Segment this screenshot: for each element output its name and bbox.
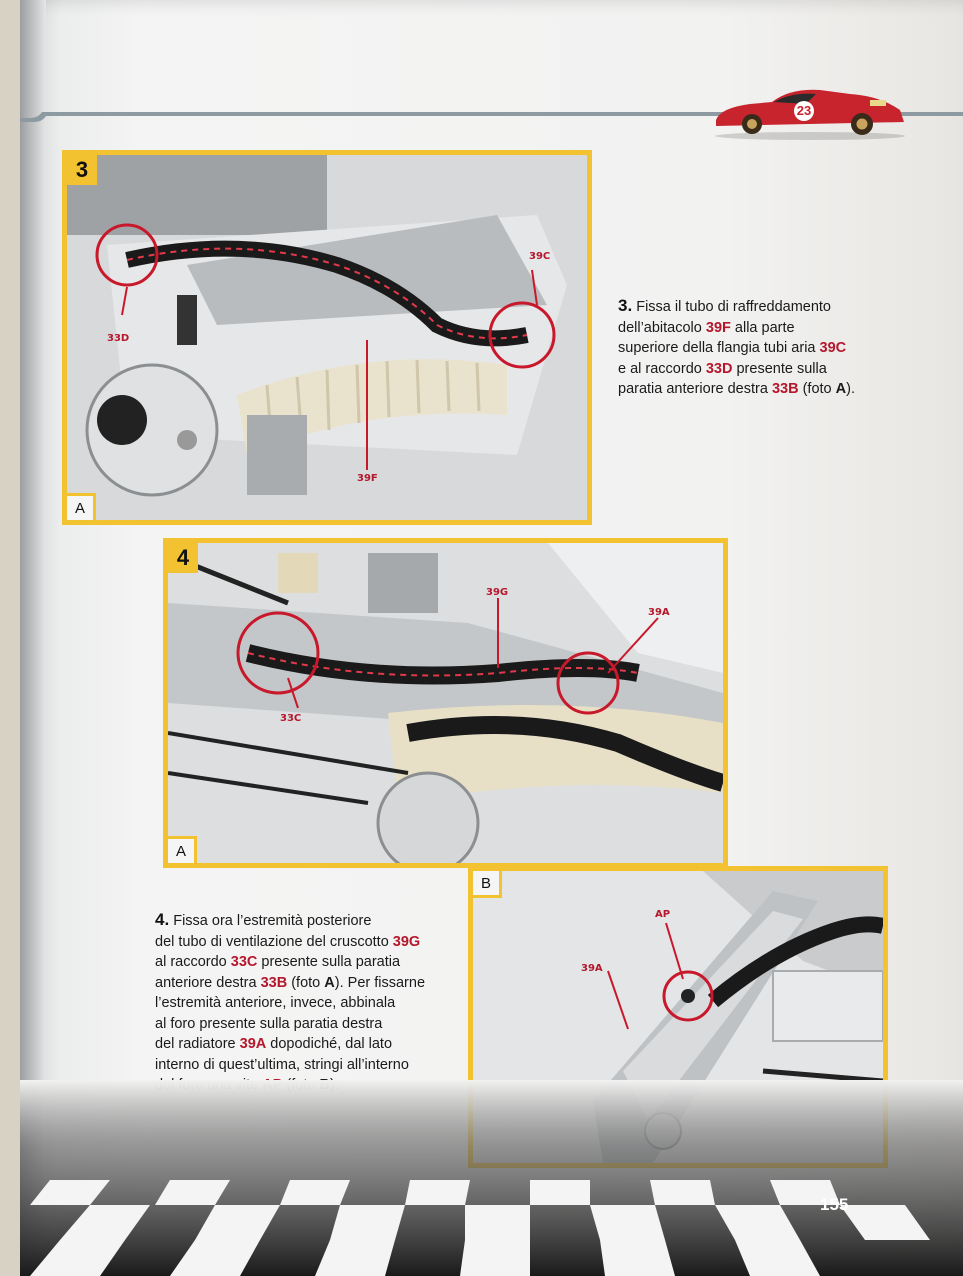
callout-b-39a: 39A xyxy=(581,963,603,974)
callout-33c: 33C xyxy=(280,713,302,724)
step3-number-badge: 3 xyxy=(67,155,97,185)
step4-number-badge: 4 xyxy=(168,543,198,573)
checkered-floor-footer xyxy=(20,1080,963,1276)
step4-photo-a-label: A xyxy=(168,836,197,863)
callout-ap: AP xyxy=(655,909,671,920)
step3-photo-image xyxy=(67,155,587,520)
step4-instructions: 4. Fissa ora l’estremità posteriore del tubo di ventilazione del cruscotto 39G al raccordo 33C presente sulla paratia anteriore destra 33B (foto A). Per fissarne l’estremità anteriore, invece, abbinala al foro presente sulla paratia destra del radiatore 39A dopodiché, dal lato interno di quest’ultima, stringi all’interno xyxy=(155,910,426,1073)
page-number: 155 xyxy=(820,1195,849,1214)
callout-39g: 39G xyxy=(486,587,509,598)
car-number: 23 xyxy=(796,103,812,118)
step4-photo-a xyxy=(163,538,728,868)
step3-photo-label: A xyxy=(67,493,96,520)
step4-photo-a-image xyxy=(168,543,723,863)
callout-39f: 39F xyxy=(357,473,378,484)
callout-39a: 39A xyxy=(648,607,670,618)
step4-photo-b-label: B xyxy=(473,871,502,898)
page xyxy=(20,0,963,1276)
callout-39c: 39C xyxy=(529,251,551,262)
step3-photo xyxy=(62,150,592,525)
callout-33d: 33D xyxy=(107,333,130,344)
step3-instructions: 3. Fissa il tubo di raffreddamento dell’abitacolo 39F alla parte superiore della flangia tubi aria 39C e al raccordo 33D presente sulla paratia anteriore destra 33B (foto A). xyxy=(618,296,855,397)
